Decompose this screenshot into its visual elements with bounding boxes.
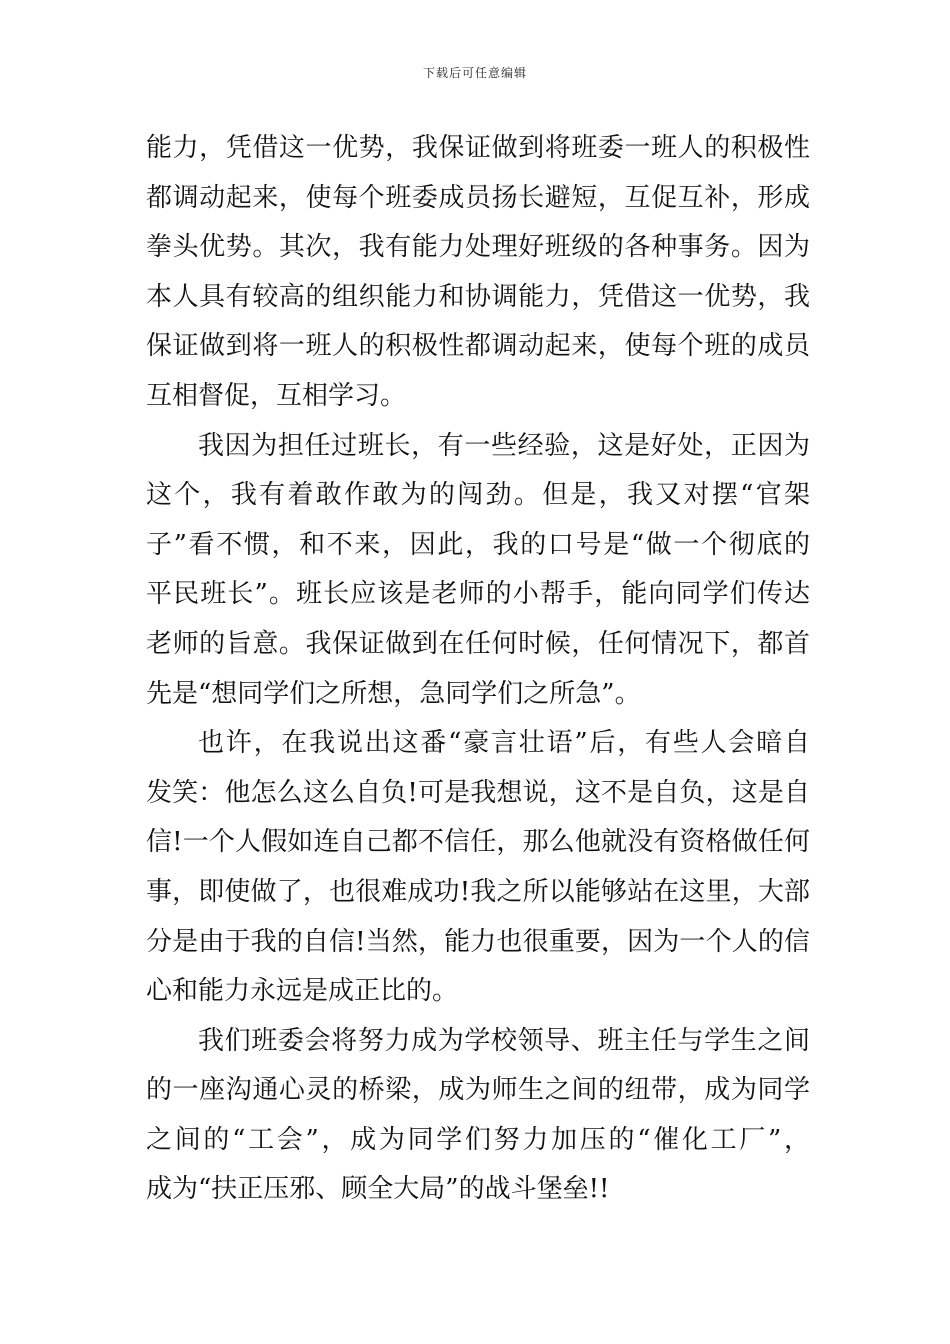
- text-line: 心和能力永远是成正比的。: [146, 976, 459, 1007]
- body-text: [146, 124, 810, 1215]
- text-line: 事，即使做了，也很难成功!我之所以能够站在这里，大部: [146, 876, 810, 907]
- text-line: 分是由于我的自信!当然，能力也很重要，因为一个人的信: [146, 926, 810, 957]
- text-line: 互相督促，互相学习。: [146, 380, 407, 411]
- paragraph: [146, 124, 810, 422]
- paragraph: [146, 719, 810, 1017]
- text-line: 我们班委会将努力成为学校领导、班主任与学生之间: [198, 1025, 810, 1056]
- text-line: 先是“想同学们之所想，急同学们之所急”。: [146, 678, 641, 709]
- text-line: 都调动起来，使每个班委成员扬长避短，互促互补，形成: [146, 182, 810, 213]
- text-line: 保证做到将一班人的积极性都调动起来，使每个班的成员: [146, 331, 810, 362]
- text-line: 能力，凭借这一优势，我保证做到将班委一班人的积极性: [146, 133, 810, 163]
- text-line: 也许，在我说出这番“豪言壮语”后，有些人会暗自: [198, 728, 810, 759]
- text-line: 信!一个人假如连自己都不信任，那么他就没有资格做任何: [146, 827, 810, 858]
- text-line: 子”看不惯，和不来，因此，我的口号是“做一个彻底的: [146, 529, 810, 560]
- text-line: 之间的“工会”，成为同学们努力加压的“催化工厂”，: [146, 1124, 810, 1155]
- paragraph: [146, 422, 810, 720]
- page-header: 下载后可任意编辑: [422, 66, 527, 80]
- text-line: 我因为担任过班长，有一些经验，这是好处，正因为: [198, 430, 810, 461]
- text-line: 拳头优势。其次，我有能力处理好班级的各种事务。因为: [146, 232, 810, 263]
- text-line: 成为“扶正压邪、顾全大局”的战斗堡垒!!: [146, 1174, 610, 1205]
- text-line: 发笑：他怎么这么自负!可是我想说，这不是自负，这是自: [146, 777, 810, 808]
- text-line: 平民班长”。班长应该是老师的小帮手，能向同学们传达: [146, 579, 810, 610]
- text-line: 这个，我有着敢作敢为的闯劲。但是，我又对摆“官架: [146, 480, 810, 511]
- text-line: 本人具有较高的组织能力和协调能力，凭借这一优势，我: [146, 281, 810, 312]
- text-line: 的一座沟通心灵的桥梁，成为师生之间的纽带，成为同学: [146, 1075, 810, 1106]
- text-line: 老师的旨意。我保证做到在任何时候，任何情况下，都首: [146, 628, 810, 659]
- paragraph: [146, 1017, 810, 1215]
